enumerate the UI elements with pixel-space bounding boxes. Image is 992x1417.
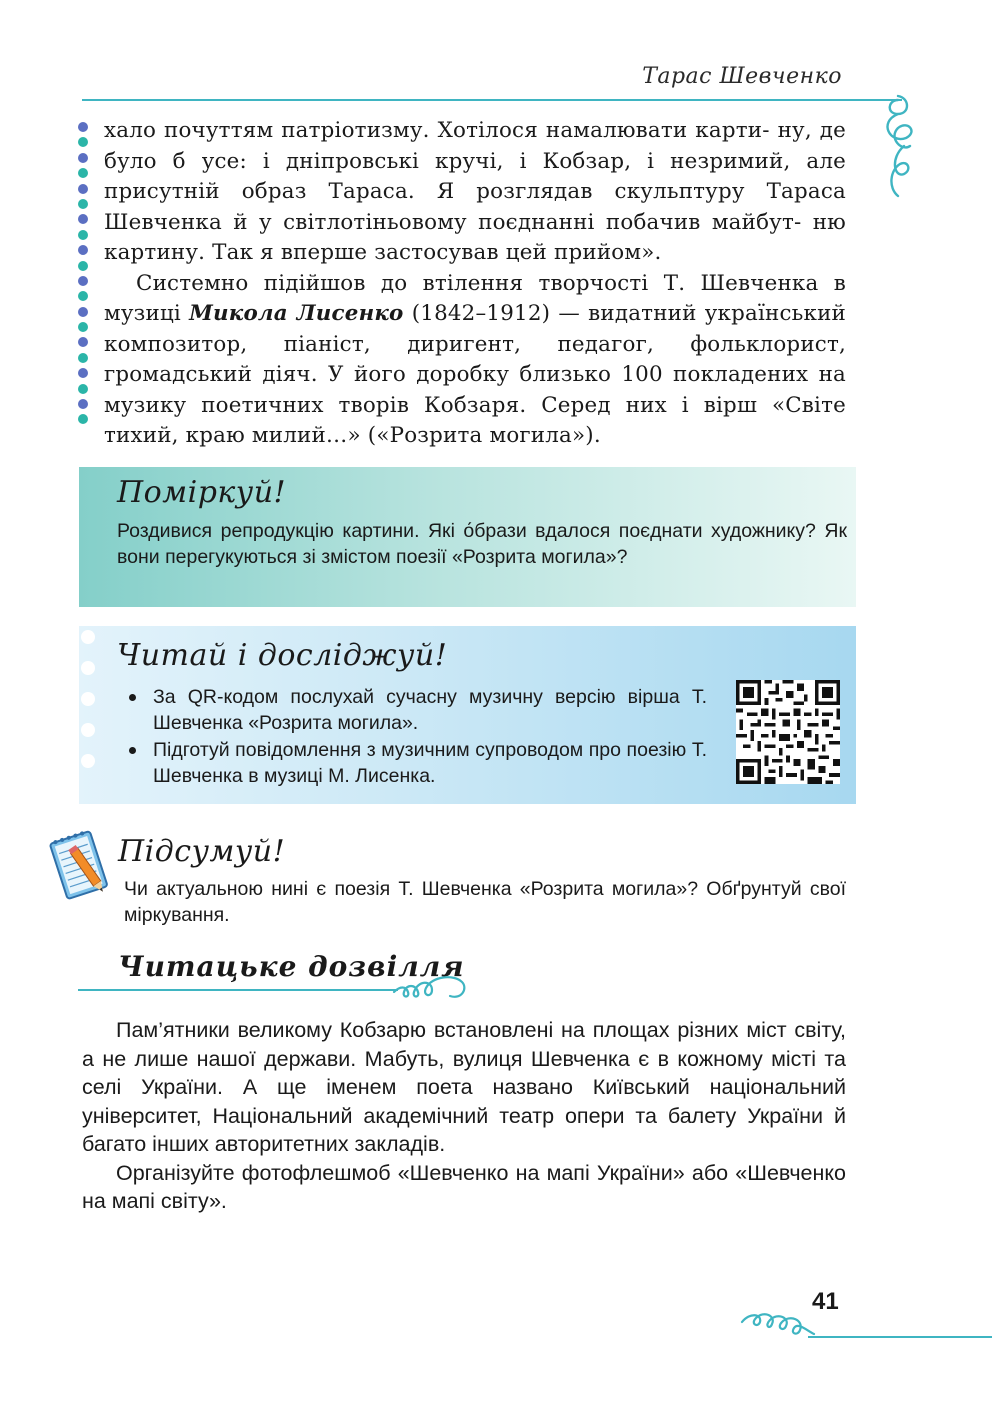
page-header-title: Тарас Шевченко [642, 64, 842, 89]
task-list [127, 684, 707, 790]
swirl-ornament-icon [392, 966, 468, 1006]
paragraph: Пам’ятники великому Кобзарю встановлені на площах різних міст світу, а не лише нашої держави. Мабуть, вулиця Шевченка є в кожному місті та селі України. А ще іменем поета названо Київський національний університет, Національний академічний театр опери та балету України й багато інших авторитетних закладів. [82, 1018, 846, 1156]
list-item: За QR-кодом послухай сучасну музичну версію вірша Т. Шевченка «Розрита могила». [127, 684, 707, 736]
line: хало почуттям патріотизму. Хотілося намалювати карти- [104, 118, 770, 143]
summary-title: Підсумуй! [118, 834, 286, 869]
text: Системно підійшов до втілення творчості Т. Шевченка в музиці [104, 270, 846, 326]
think-box-text: Роздивися репродукцію картини. Які о́брази вдалося поєднати художнику? Як вони перегукуються зі змістом поезії «Розрита могила»? [117, 520, 847, 568]
text: (1842–1912) — видатний український композитор, піаніст, диригент, педагог, фольклорист, громадський діяч. У його доробку близько 100 покладених на музику поетичних творів Кобзаря. Серед них і вірш «Світе тихий, краю милий…» («Розрита могила»). [104, 301, 846, 448]
header-rule [82, 99, 902, 101]
margin-dots [78, 122, 92, 430]
paragraph-2 [104, 269, 846, 452]
line: але присутній образ Тараса. Я розглядав скульптуру Тараса [104, 148, 846, 204]
line: ну, де було б усе: і дніпровські кручі, і Кобзар, і незримий, [104, 118, 847, 174]
composer-name: Микола Лисенко [189, 301, 404, 326]
notebook-holes [81, 630, 95, 785]
read-box [79, 626, 856, 804]
line: ню картину. Так я вперше застосував цей прийом». [104, 209, 846, 265]
leisure-title-rule [78, 989, 398, 991]
qr-code-icon[interactable] [736, 680, 840, 784]
think-box-title: Поміркуй! [117, 475, 287, 510]
read-box-title: Читай і досліджуй! [117, 638, 448, 673]
footer-rule [808, 1336, 992, 1338]
swirl-ornament-icon [740, 1300, 816, 1342]
paragraph: Організуйте фотофлешмоб «Шевченко на мапі України» або «Шевченко на мапі світу». [82, 1160, 846, 1213]
notepad-pencil-icon [44, 826, 114, 906]
leisure-section-title: Читацьке дозвілля [118, 950, 465, 983]
line: Шевченка й у світлотіньовому поєднанні побачив майбут- [104, 209, 802, 235]
leisure-text [82, 1016, 846, 1216]
swirl-ornament-icon [868, 92, 928, 202]
paragraph-1 [104, 116, 846, 269]
list-item: Підготуй повідомлення з музичним супроводом про поезію Т. Шевченка в музиці М. Лисенка. [127, 737, 707, 789]
main-text [104, 116, 846, 452]
page-number: 41 [812, 1288, 839, 1315]
think-box [79, 467, 856, 607]
summary-text: Чи актуальною нині є поезія Т. Шевченка «Розрита могила»? Обґрунтуй свої міркування. [124, 878, 846, 926]
